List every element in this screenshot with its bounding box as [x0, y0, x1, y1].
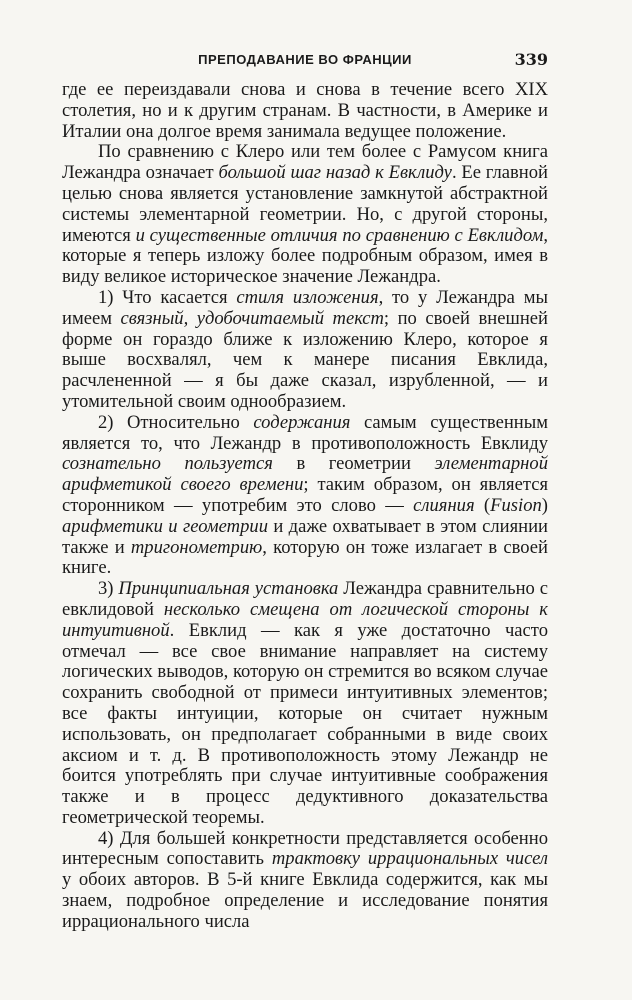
body-text	[62, 80, 548, 933]
italic-text: Fusion	[490, 494, 542, 516]
page-number: 339	[514, 50, 548, 69]
paragraph	[62, 579, 548, 829]
italic-text: несколько смещена от логической стороны к интуитивной	[62, 598, 548, 641]
italic-text: большой шаг назад к Евклиду	[218, 162, 452, 184]
text-run: в геометрии	[272, 453, 435, 475]
text-run: 3)	[98, 578, 119, 600]
text-run: 1) Что касается	[98, 286, 237, 308]
text-run: По сравнению с Клеро или тем более с Рамусом книга Лежандра означает	[62, 141, 548, 184]
italic-text: и существенные отличия по сравнению с Евклидом	[135, 224, 544, 246]
paragraph	[62, 829, 548, 933]
text-run: у обоих авторов. В 5-й книге Евклида содержится, как мы знаем, подробное определение и исследование понятия иррационального числа	[62, 869, 548, 932]
text-run: ; по своей внешней форме он гораздо ближе к изложению Клеро, которое я выше восхвалял, чем к манере писания Евклида, расчлененной — я бы даже сказал, изрубленной, — и утомительной своим однообразием.	[62, 307, 548, 412]
italic-text: содержания	[253, 411, 351, 433]
italic-text: тригонометрию	[130, 536, 263, 558]
text-run: , то у Лежандра мы имеем	[62, 286, 548, 329]
paragraph	[62, 413, 548, 579]
text-run: и даже охватывает в этом слиянии также и	[62, 515, 548, 558]
italic-text: элементарной арифметикой своего времени	[62, 453, 548, 496]
paragraph	[62, 288, 548, 413]
italic-text: арифметики и геометрии	[62, 515, 268, 537]
italic-text: слияния	[413, 494, 475, 516]
italic-text: сознательно пользуется	[62, 453, 273, 475]
text-run: 4) Для большей конкретности представляется особенно интересным сопоставить	[62, 827, 548, 870]
running-head: ПРЕПОДАВАНИЕ ВО ФРАНЦИИ	[198, 52, 412, 67]
text-run: . Ее главной целью снова является установление замкнутой абстрактной системы элементарной геометрии. Но, с другой стороны, имеются	[62, 162, 548, 246]
paragraph	[62, 142, 548, 288]
paragraph	[62, 80, 548, 142]
italic-text: стиля изложения	[236, 286, 379, 308]
text-run: самым существенным является то, что Лежандр в противоположность Евклиду	[62, 411, 549, 454]
text-run: Лежандра сравнительно с евклидовой	[62, 578, 548, 620]
text-run: , которую он тоже излагает в своей книге.	[62, 536, 548, 579]
text-run: где ее переиздавали снова и снова в течение всего XIX столетия, но и к другим странам. В частности, в Америке и Италии она долгое время занимала ведущее положение.	[62, 79, 548, 142]
page-header	[62, 50, 548, 74]
text-run: 2) Относительно	[98, 411, 254, 433]
italic-text: Принципиальная установка	[118, 578, 339, 600]
text-run: , которые я теперь изложу более подробным образом, имея в виду великое историческое значение Лежандра.	[62, 224, 548, 288]
text-run: )	[541, 494, 548, 516]
italic-text: связный, удобочитаемый текст	[120, 307, 384, 329]
italic-text: трактовку иррациональных чисел	[271, 848, 548, 870]
text-run: . Евклид — как я уже достаточно часто отмечал — все свое внимание направляет на систему логических выводов, которую он стремится во всяком случае сохранить свободной от примеси интуитивных элементов; все факты интуиции, которые он считает нужным использовать, он предполагает собранными в виде своих аксиом и т. д. В противоположность этому Лежандр не боится употреблять при случае интуитивные соображения также и в процесс дедуктивного доказательства геометрической теоремы.	[62, 619, 548, 828]
text-run: ; таким образом, он является сторонником — употребим это слово —	[62, 474, 549, 516]
text-run: (	[474, 494, 491, 516]
